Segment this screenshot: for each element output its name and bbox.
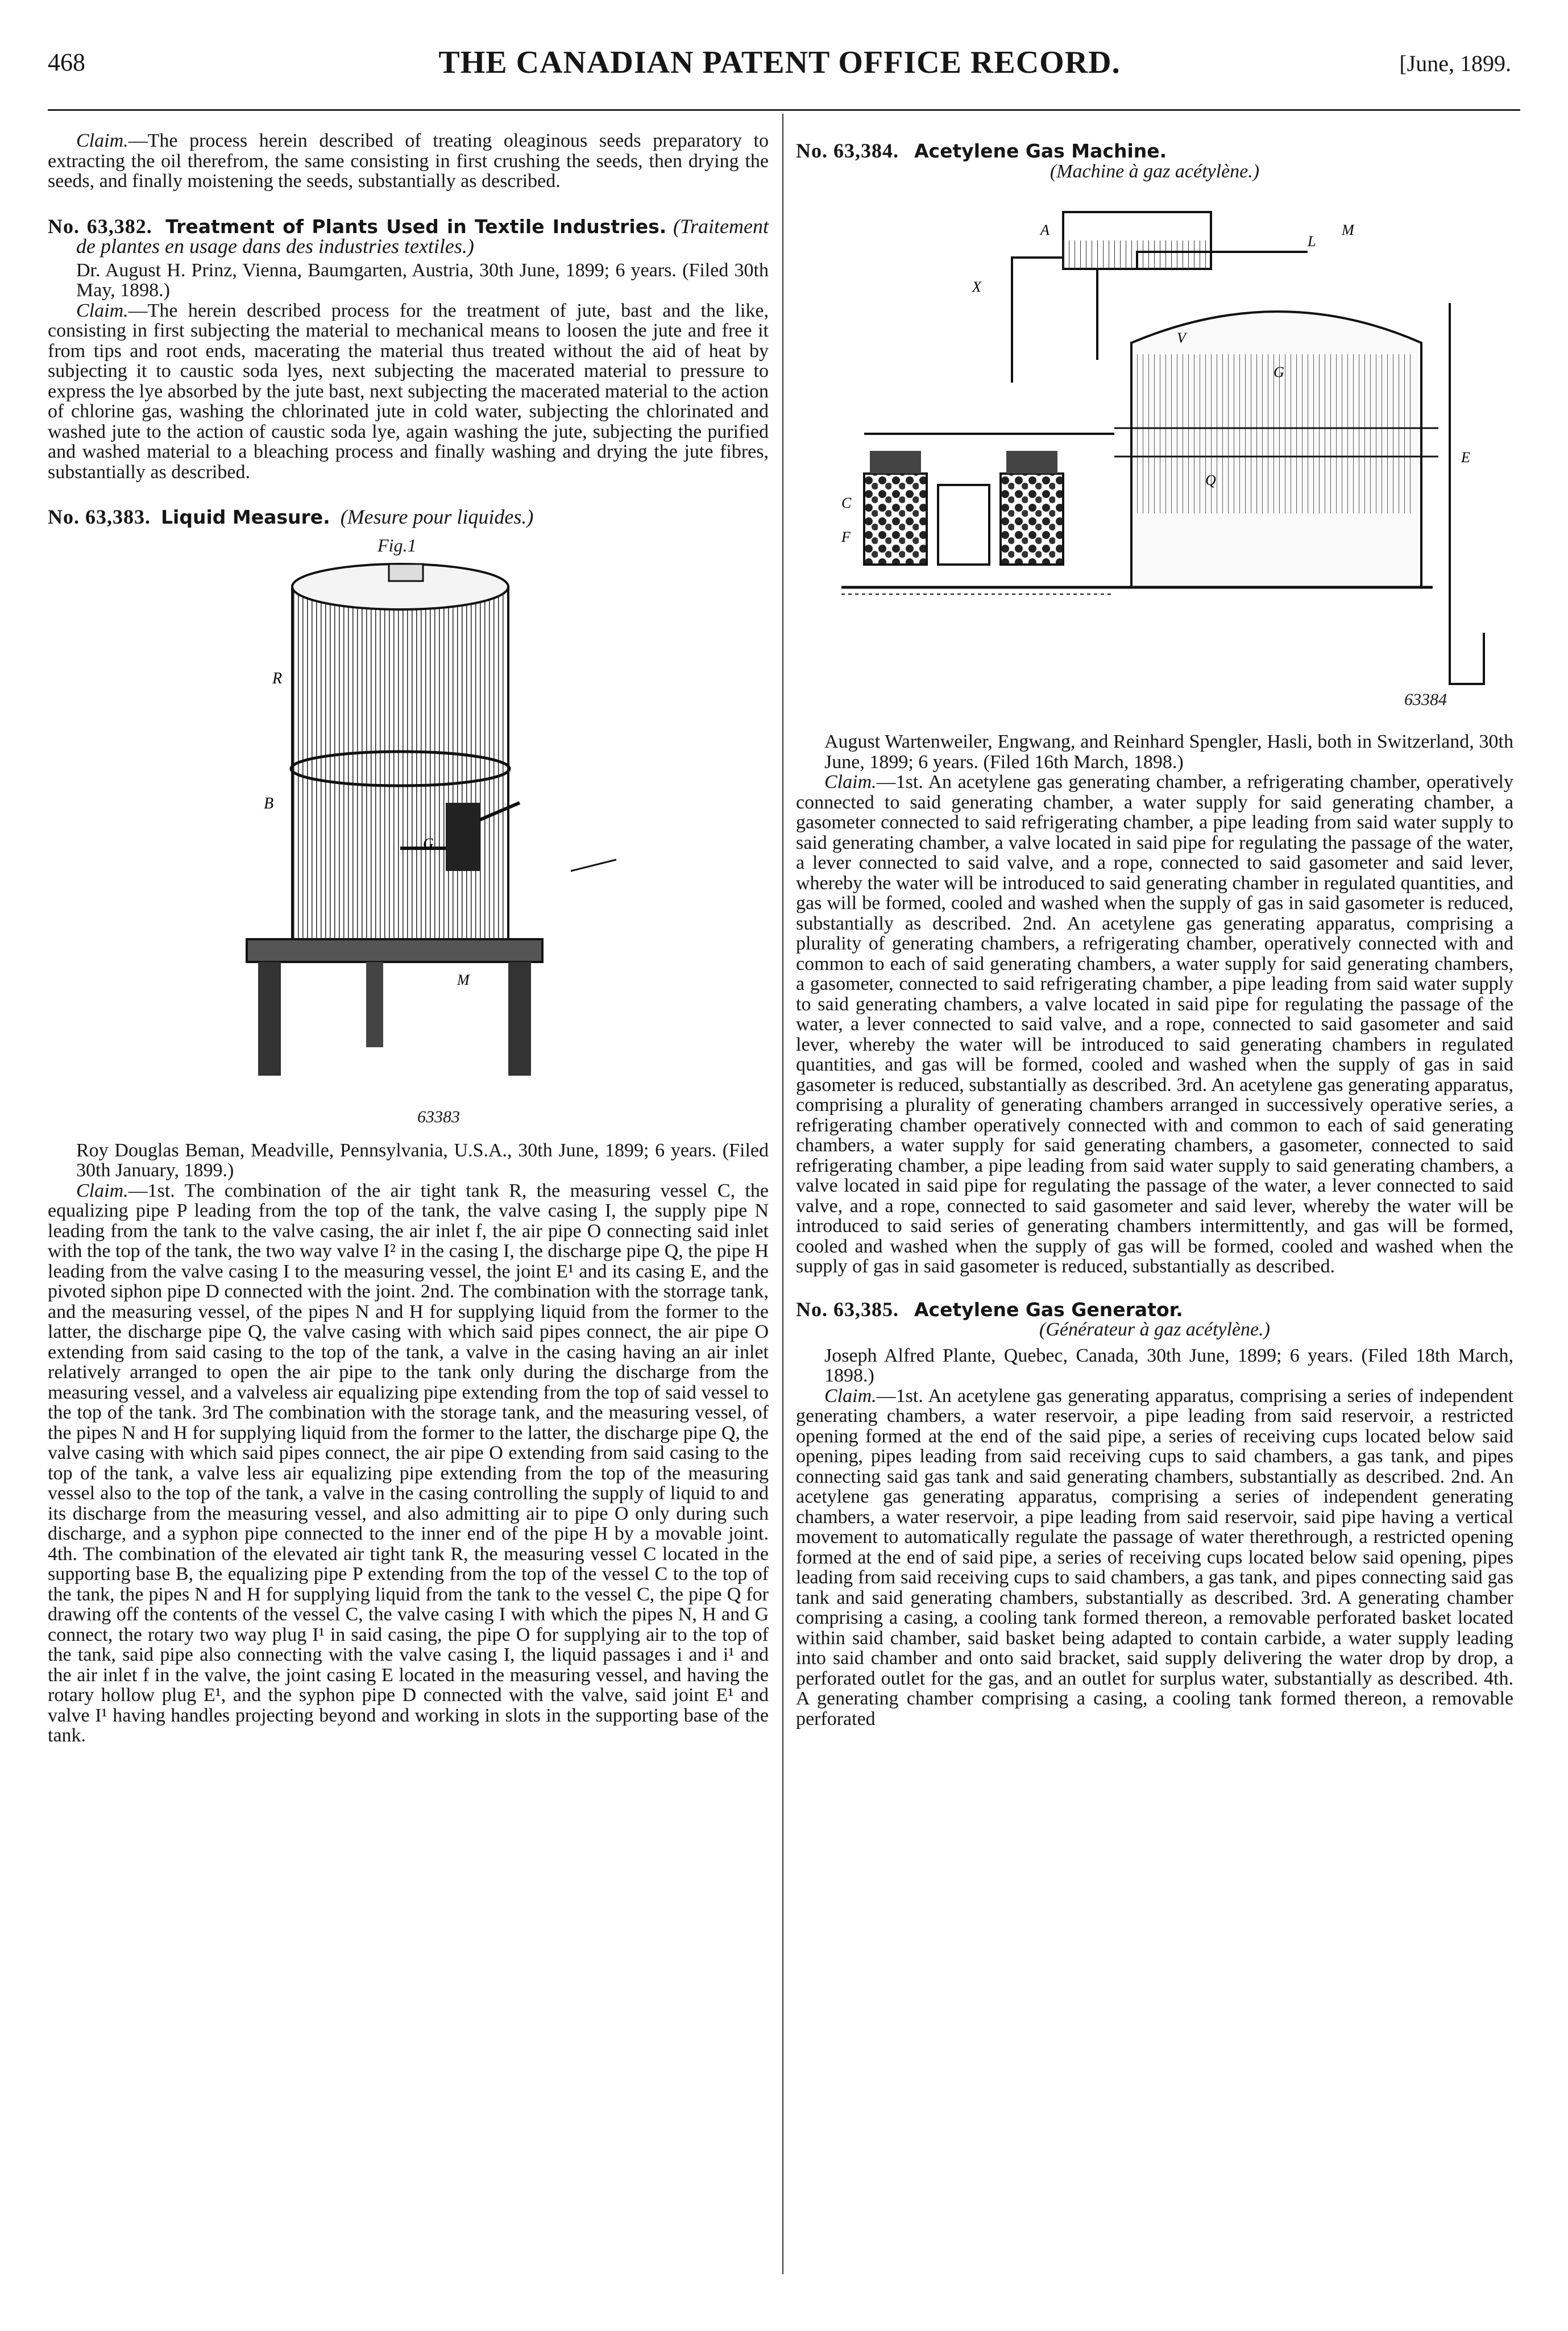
figure-liquid-measure xyxy=(48,536,769,1133)
svg-text:C: C xyxy=(841,495,852,511)
journal-title: THE CANADIAN PATENT OFFICE RECORD. xyxy=(438,45,1121,80)
inventor-63382: Dr. August H. Prinz, Vienna, Baumgarten, Austria, 30th June, 1899; 6 years. (Filed 30th May, 1898.) xyxy=(76,259,769,301)
svg-text:F: F xyxy=(841,529,851,545)
svg-text:R: R xyxy=(272,669,283,687)
figure-number: 63383 xyxy=(417,1107,460,1126)
liquid-measure-illustration xyxy=(48,553,769,1121)
inventor-63384: August Wartenweiler, Engwang, and Reinhard Spengler, Hasli, both in Switzerland, 30th June, 1899; 6 years. (Filed 16th March, 1898.) xyxy=(824,731,1513,773)
entry-heading-63383: No. 63,383. Liquid Measure. (Mesure pour liquides.) xyxy=(48,505,534,528)
header-rule xyxy=(48,109,1520,111)
entry-heading-63384: No. 63,384. Acetylene Gas Machine. xyxy=(796,139,1167,162)
right-column xyxy=(796,131,1513,1729)
issue-date: [June, 1899. xyxy=(1399,51,1511,76)
page-header xyxy=(48,45,1511,88)
svg-text:G: G xyxy=(423,835,434,852)
svg-text:L: L xyxy=(1308,233,1316,250)
page-number: 468 xyxy=(48,48,85,76)
french-title-63384: (Machine à gaz acétylène.) xyxy=(1050,160,1260,182)
claim-63382: Claim.—The herein described process for the treatment of jute, bast and the like, consisting in first subjecting the material to mechanical means to loosen the jute and free it from tips and root ends, macerating the material thus treated without the aid of heat by subjecting it to caustic soda lyes, next subjecting the macerated material to pressure to express the lye absorbed by the jute bast, next subjecting the macerated material to the action of chlorine gas, washing the chlorinated jute in cold water, subjecting the chlorinated and washed jute to the action of caustic soda lye, again washing the jute, subjecting the purified and washed material to a bleaching process and finally washing and drying the jute fibres, substantially as described. xyxy=(48,300,769,483)
figure-number-63384: 63384 xyxy=(1404,690,1447,709)
svg-text:M: M xyxy=(1342,222,1354,238)
claim-63385: Claim.—1st. An acetylene gas generating apparatus, comprising a series of independent generating chambers, a water reservoir, a pipe leading from said reservoir, a restricted opening formed at the end of the said pipe, a series of receiving cups located below said opening, pipes leading from said receiving cups to said chambers, a gas tank, and pipes connecting said gas tank and said generating chambers, substantially as described. 2nd. An acetylene gas generating apparatus, comprising a series of independent generating chambers, a water reservoir, a pipe leading from said reservoir, said pipe having a vertical movement to automatically regulate the passage of water therethrough, a restricted opening formed at the end of said pipe, a series of receiving cups located below said opening, pipes leading from said receiving cups to said chambers, a gas tank, and pipes connecting said gas tank and said generating chambers, substantially as described. 3rd. A generating chamber comprising a casing, a cooling tank formed thereon, a removable perforated basket located within said chamber, said basket being adapted to contain carbide, a water supply leading into said chamber and onto said bracket, said supply delivering the water drop by drop, a perforated outlet for the gas, and an outlet for surplus water, substantially as described. 4th. A generating chamber comprising a casing, a cooling tank formed thereon, a removable perforated xyxy=(796,1385,1513,1729)
svg-text:Q: Q xyxy=(1205,472,1216,488)
svg-text:V: V xyxy=(1177,330,1186,346)
column-divider xyxy=(782,114,783,2274)
figure-acetylene-gas-machine xyxy=(796,189,1513,724)
entry-heading-63382: No. 63,382. Treatment of Plants Used in Textile Industries. (Traitement de plantes en usage dans des industries textiles.) xyxy=(48,214,769,258)
svg-text:X: X xyxy=(972,279,981,295)
svg-text:B: B xyxy=(264,794,274,812)
inventor-63385: Joseph Alfred Plante, Quebec, Canada, 30th June, 1899; 6 years. (Filed 18th March, 1898.) xyxy=(824,1345,1513,1386)
previous-claim: Claim.—The process herein described of treating oleaginous seeds preparatory to extracting the oil therefrom, the same consisting in first crushing the seeds, then drying the seeds, and finally moistening the seeds, substantially as described. xyxy=(48,130,769,192)
svg-text:G: G xyxy=(1274,364,1284,380)
svg-text:E: E xyxy=(1461,449,1470,466)
french-title-63385: (Générateur à gaz acétylène.) xyxy=(1039,1319,1270,1340)
claim-63384: Claim.—1st. An acetylene gas generating chamber, a refrigerating chamber, operatively connected to said generating chamber, a water supply for said generating chamber, a gasometer connected to said refrigerating chamber, a pipe leading from said water supply to said generating chamber, a valve located in said pipe for regulating the passage of the water, a lever connected to said valve, and a rope, connected to said gasometer and said lever, whereby the water will be introduced to said generating chamber in regulated quantities, and gas will be formed, cooled and washed when the supply of gas in said gasometer is reduced, substantially as described. 2nd. An acetylene gas generating apparatus, comprising a plurality of generating chambers, a refrigerating chamber, operatively connected with and common to each of said generating chambers, a water supply for said generating chambers, a gasometer, connected to said refrigerating chamber, a pipe leading from said water supply to said generating chambers, a valve located in said pipe for regulating the passage of the water, a lever connected to said valve, and a rope, connected to said gasometer and said lever, whereby the water will be introduced to said generating chambers in regulated quantities, and gas will be formed, cooled and washed when the supply of gas in said gasometer is reduced, substantially as described. 3rd. An acetylene gas generating apparatus, comprising a plurality of generating chambers arranged in successively operative series, a refrigerating chamber operatively connected with and common to each of said generating chambers, a water supply for said generating chambers, a gasometer, connected to said refrigerating chamber, a pipe leading from said water supply to said generating chambers, a valve located in said pipe for regulating the passage of the water, a lever connected to said valve, and a rope, connected to said gasometer and said lever, whereby the water will be introduced to said series of generating chambers intermittently, and gas will be formed, cooled and washed when the supply of gas will be formed, cooled and washed when the supply of gas in said gasometer is reduced, substantially as described. xyxy=(796,772,1513,1277)
left-column xyxy=(48,131,769,1746)
svg-text:M: M xyxy=(457,971,470,988)
inventor-63383: Roy Douglas Beman, Meadville, Pennsylvania, U.S.A., 30th June, 1899; 6 years. (Filed 30th January, 1899.) xyxy=(76,1139,769,1181)
figure-label: Fig.1 xyxy=(378,534,417,555)
claim-63383: Claim.—1st. The combination of the air tight tank R, the measuring vessel C, the equalizing pipe P leading from the top of the tank, the valve casing I, the supply pipe N leading from the tank to the valve casing, the air inlet f, the air pipe O connecting said inlet with the top of the tank, the two way valve I² in the casing I, the discharge pipe Q, the pipe H leading from the valve casing I to the measuring vessel, the joint E¹ and its casing E, and the pivoted siphon pipe D connected with the joint. 2nd. The combination with the storrage tank, and the measuring vessel, of the pipes N and H for supplying liquid from the former to the latter, the discharge pipe Q, the valve casing with which said pipes connect, the air pipe O extending from said casing to the top of the tank, a valve in the casing having an air inlet relatively arranged to open the air pipe to the tank only during the discharge from the measuring vessel, and a valveless air equalizing pipe extending from the top of said vessel to the top of the tank. 3rd The combination with the storage tank, and the measuring vessel, of the pipes N and H for supplying liquid from the former to the latter, the discharge pipe Q, the valve casing with which said pipes connect, the air pipe O extending from said casing to the top of the tank, a valve less air equalizing pipe extending from the top of the measuring vessel also to the top of the tank, a valve in the casing controlling the supply of liquid to and its discharge from the measuring vessel, and also admitting air to pipe O only during such discharge, and a syphon pipe connected to the inner end of the pipe H by a movable joint. 4th. The combination of the elevated air tight tank R, the measuring vessel C located in the supporting base B, the equalizing pipe P extending from the top of the vessel C to the top of the tank, the pipes N and H for supplying liquid from the tank to the vessel C, the pipe Q for drawing off the contents of the vessel C, the valve casing I with which the pipes N, H and G connect, the rotary two way plug I¹ in said casing, the pipe O for supplying air to the top of the tank, said pipe also connecting with the valve casing I, the liquid passages i and i¹ and the air inlet f in the valve, the joint casing E located in the measuring vessel, and having the rotary hollow plug E¹, and the syphon pipe D connected with the valve, said joint E¹ and valve I¹ having handles projecting beyond and working in slots in the supporting base of the tank. xyxy=(48,1180,769,1746)
svg-text:A: A xyxy=(1040,222,1050,238)
acetylene-machine-illustration xyxy=(796,189,1513,701)
entry-heading-63385: No. 63,385. Acetylene Gas Generator. xyxy=(796,1297,1183,1321)
